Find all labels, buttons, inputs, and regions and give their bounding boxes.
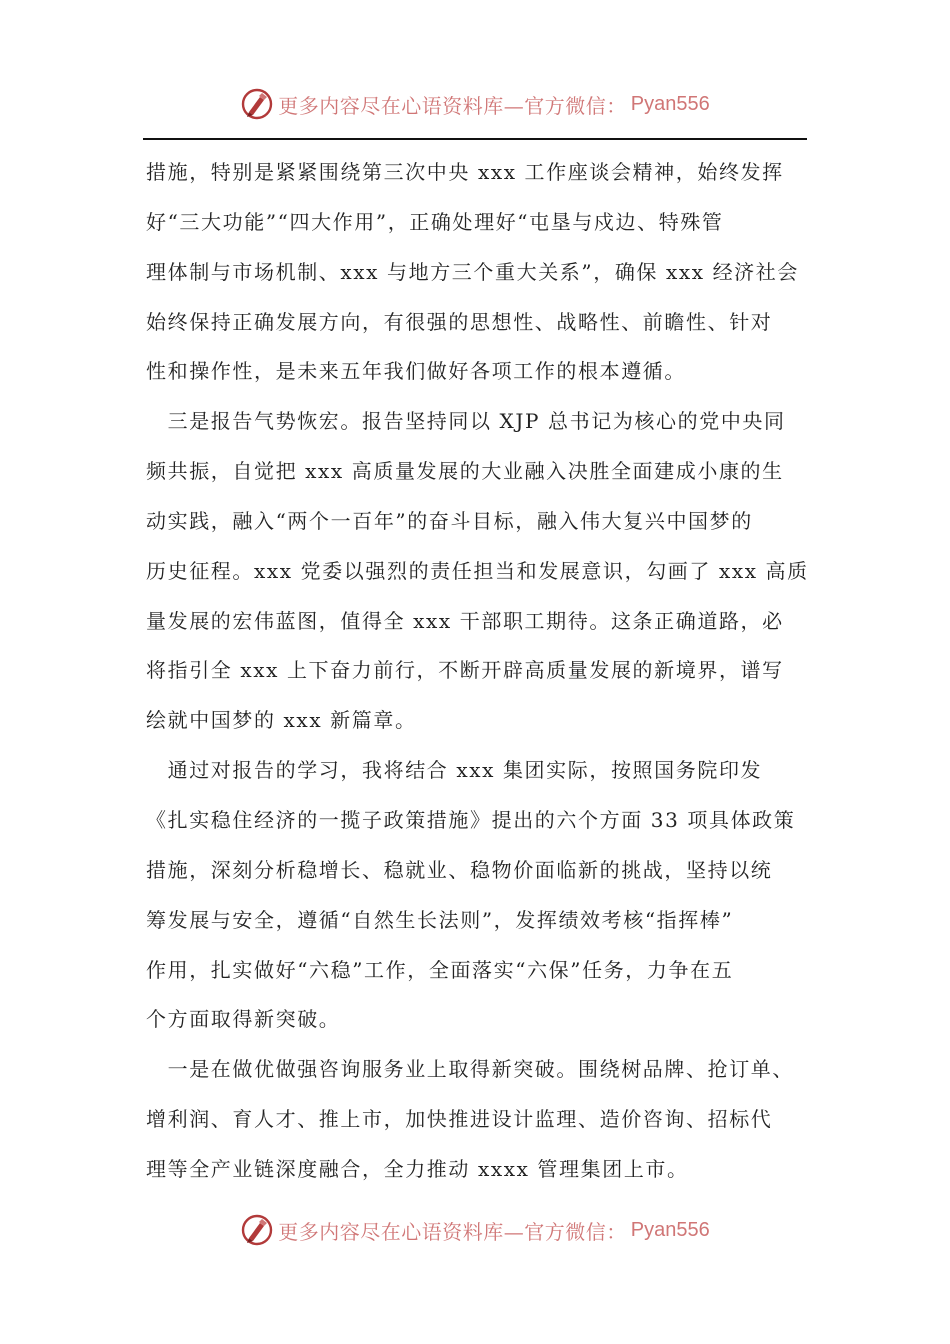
text-line: 动实践，融入“两个一百年”的奋斗目标，融入伟大复兴中国梦的 — [146, 508, 753, 533]
text-line: 始终保持正确发展方向，有很强的思想性、战略性、前瞻性、针对 — [146, 309, 773, 334]
text-line: 好“三大功能”“四大作用”，正确处理好“屯垦与戍边、特殊管 — [146, 209, 724, 234]
text-line: 筹发展与安全，遵循“自然生长法则”，发挥绩效考核“指挥棒” — [146, 907, 734, 932]
text-line: 作用，扎实做好“六稳”工作，全面落实“六保”任务，力争在五 — [146, 957, 734, 982]
text-line: 《扎实稳住经济的一揽子政策措施》提出的六个方面 33 项具体政策 — [146, 807, 796, 832]
header-banner-text: 更多内容尽在心语资料库—官方微信： — [278, 93, 627, 118]
footer-banner — [0, 1210, 950, 1250]
text-line: 性和操作性，是未来五年我们做好各项工作的根本遵循。 — [146, 359, 686, 384]
text-line: 频共振，自觉把 xxx 高质量发展的大业融入决胜全面建成小康的生 — [146, 459, 784, 484]
text-line: 理等全产业链深度融合，全力推动 xxxx 管理集团上市。 — [146, 1156, 689, 1181]
header-banner-id: Pyan556 — [630, 92, 710, 115]
text-line: 增利润、育人才、推上市，加快推进设计监理、造价咨询、招标代 — [146, 1107, 773, 1132]
text-line: 措施，深刻分析稳增长、稳就业、稳物价面临新的挑战，坚持以统 — [146, 857, 773, 882]
text-line: 一是在做优做强咨询服务业上取得新突破。围绕树品牌、抢订单、 — [146, 1057, 794, 1082]
text-line: 措施，特别是紧紧围绕第三次中央 xxx 工作座谈会精神，始终发挥 — [146, 160, 784, 184]
text-line: 三是报告气势恢宏。报告坚持同以 XJP 总书记为核心的党中央同 — [146, 409, 786, 434]
text-line: 历史征程。xxx 党委以强烈的责任担当和发展意识，勾画了 xxx 高质 — [146, 558, 809, 583]
text-line: 个方面取得新突破。 — [146, 1007, 341, 1032]
text-line: 将指引全 xxx 上下奋力前行，不断开辟高质量发展的新境界，谱写 — [146, 658, 784, 683]
header-divider — [143, 138, 807, 140]
header-banner — [0, 84, 950, 124]
text-line: 量发展的宏伟蓝图，值得全 xxx 干部职工期待。这条正确道路，必 — [146, 608, 784, 633]
document-body — [146, 152, 810, 1199]
text-line: 通过对报告的学习，我将结合 xxx 集团实际，按照国务院印发 — [146, 758, 763, 783]
text-line: 理体制与市场机制、xxx 与地方三个重大关系”，确保 xxx 经济社会 — [146, 259, 799, 284]
footer-banner-text: 更多内容尽在心语资料库—官方微信： — [278, 1219, 627, 1244]
footer-banner-id: Pyan556 — [630, 1218, 710, 1241]
pen-logo-icon — [240, 87, 274, 121]
text-line: 绘就中国梦的 xxx 新篇章。 — [146, 708, 417, 733]
pen-logo-icon — [240, 1213, 274, 1247]
